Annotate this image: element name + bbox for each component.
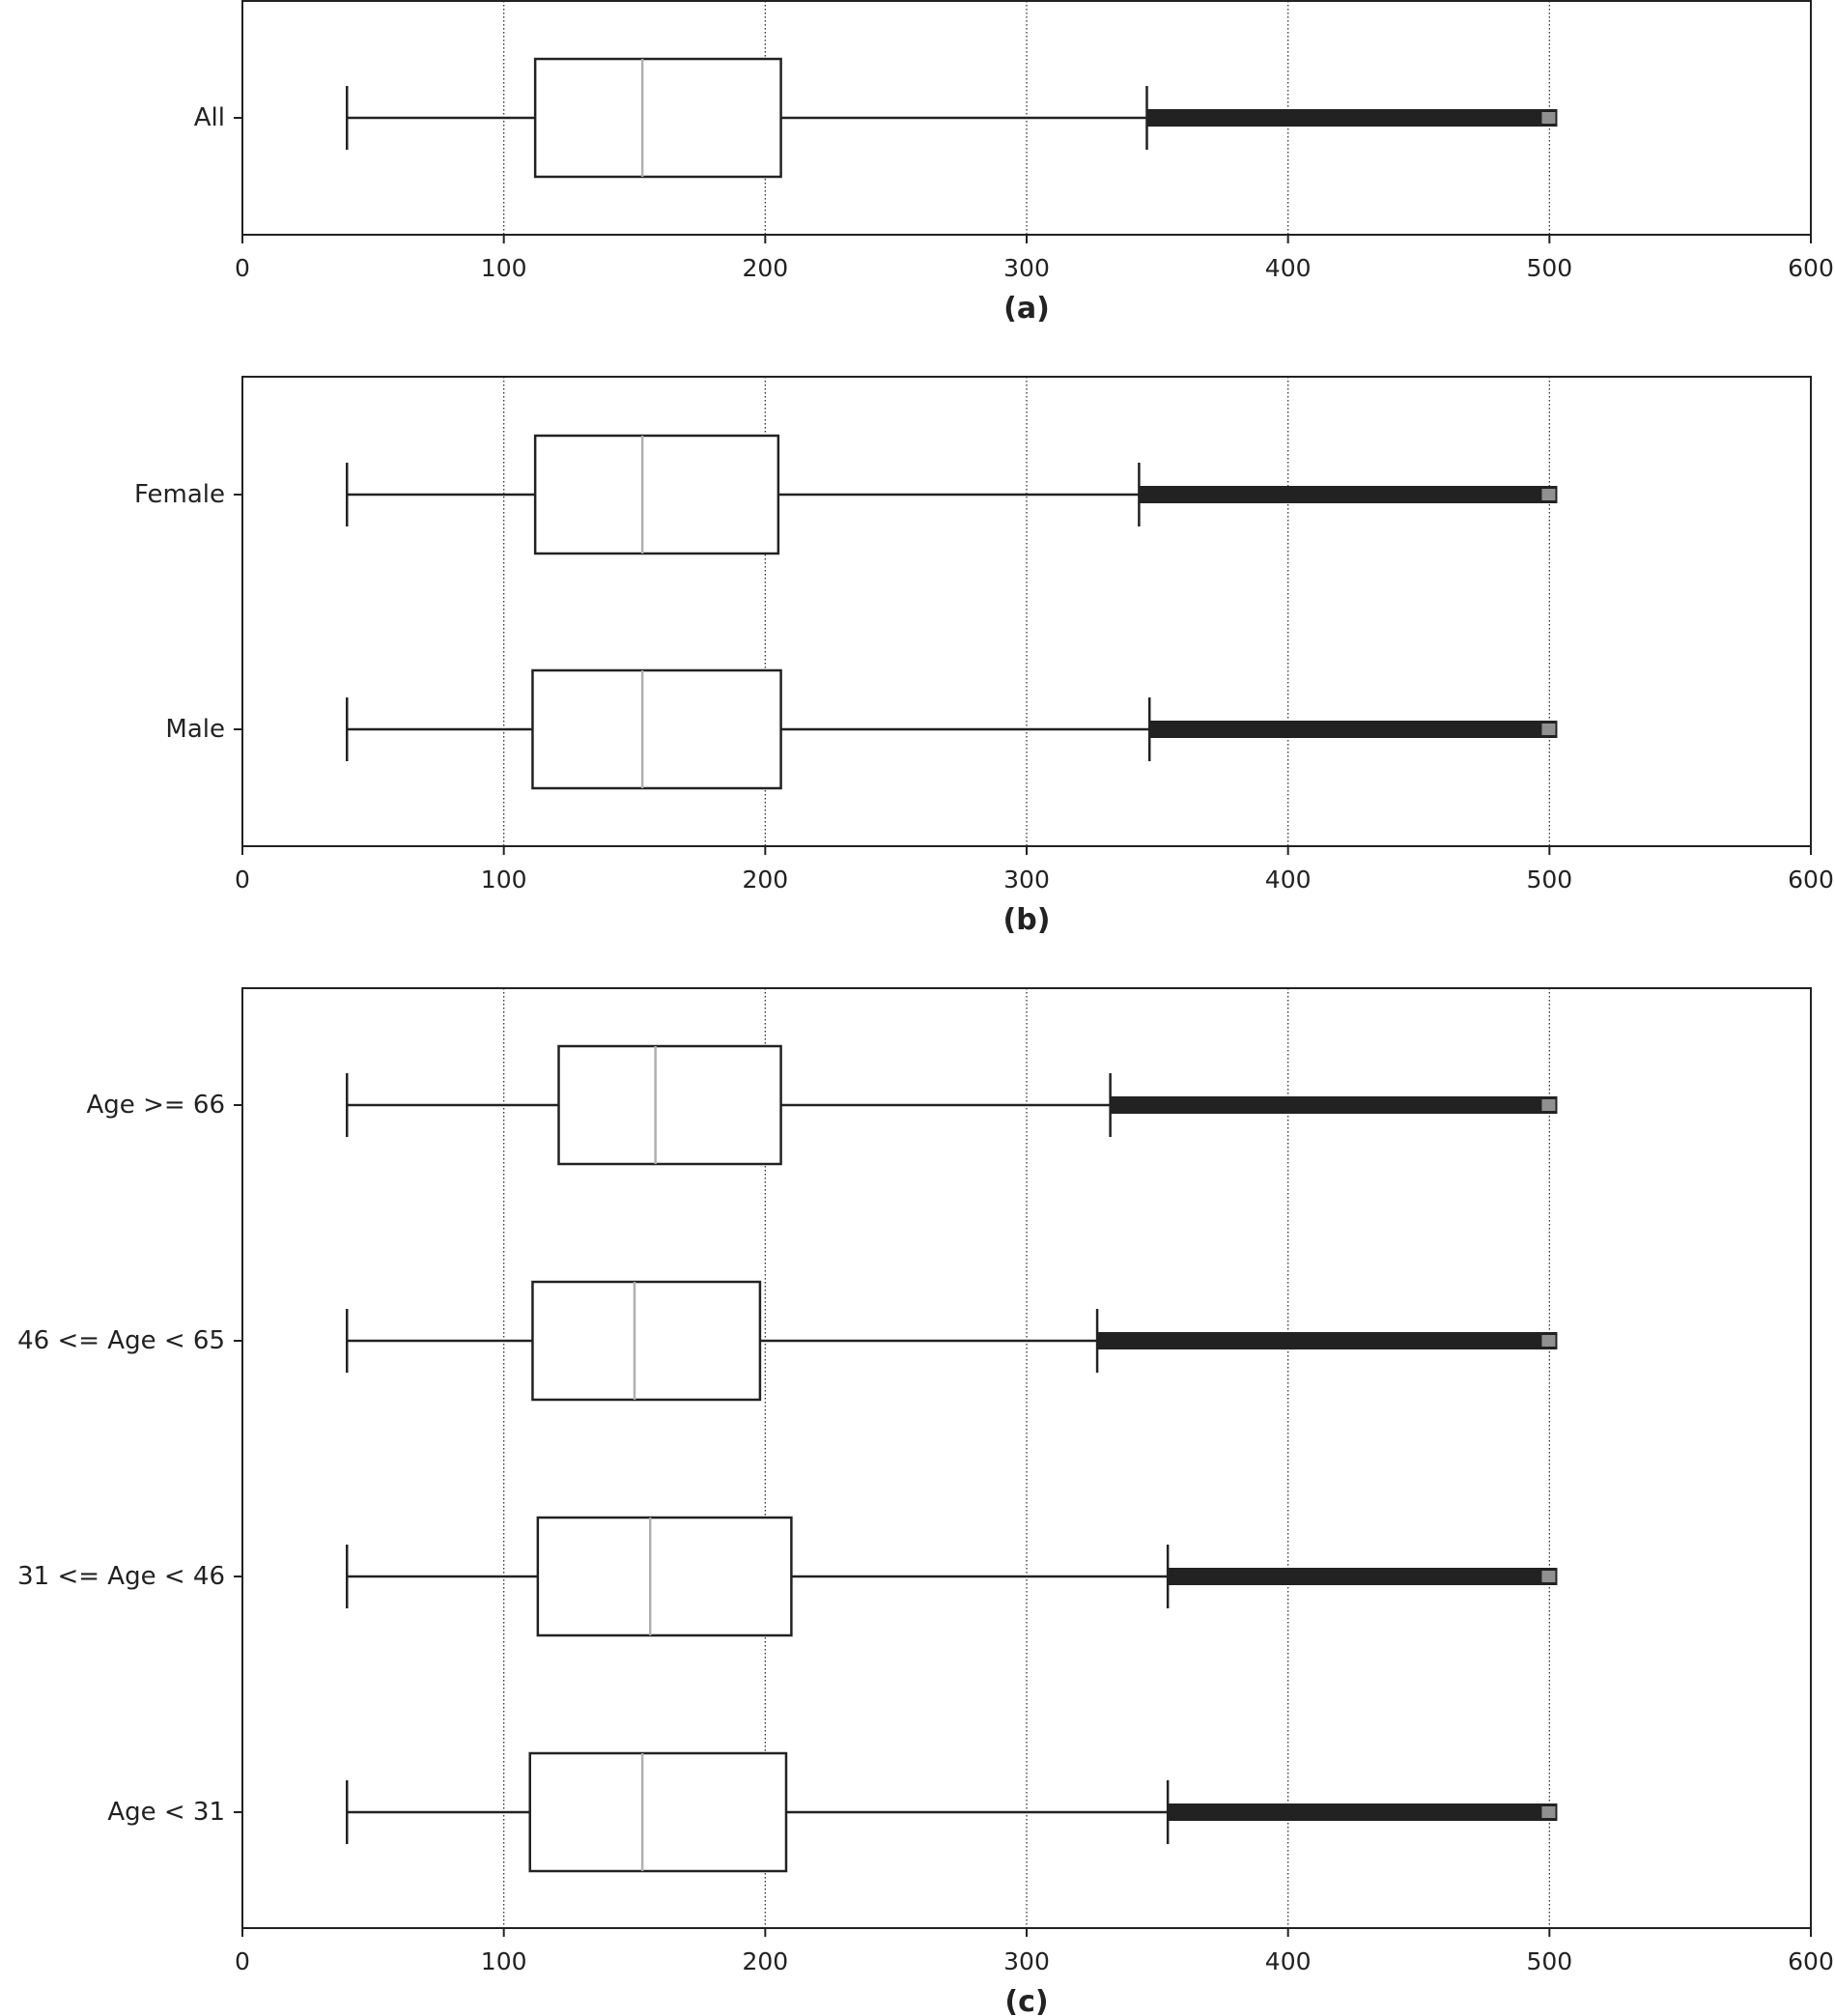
outlier-band (1168, 1803, 1557, 1821)
chart-1-category-label: Male (165, 715, 225, 744)
chart-1-xtick-label: 300 (1003, 866, 1050, 894)
chart-2-xtick-label: 100 (480, 1947, 527, 1975)
chart-2-xtick-label: 500 (1526, 1947, 1573, 1975)
outlier-band-tail (1541, 1335, 1555, 1347)
chart-0-xtick-label: 300 (1003, 254, 1050, 282)
chart-2-xtick-label: 400 (1264, 1947, 1312, 1975)
outlier-band-tail (1541, 1806, 1555, 1818)
chart-2-box-0 (347, 1046, 1557, 1164)
chart-1-panel (134, 377, 1834, 937)
chart-1-box-1 (347, 670, 1557, 788)
chart-2-xtick-label: 600 (1788, 1947, 1834, 1975)
chart-1-xtick-label: 600 (1788, 866, 1834, 894)
outlier-band (1139, 486, 1557, 503)
chart-2-xtick-label: 0 (235, 1947, 250, 1975)
iqr-box (532, 1282, 759, 1400)
iqr-box (559, 1046, 781, 1164)
chart-2-caption: (c) (1004, 1985, 1049, 2016)
outlier-band (1147, 109, 1558, 127)
outlier-band-tail (1541, 1571, 1555, 1582)
chart-1-xtick-label: 0 (235, 866, 250, 894)
chart-0-panel (194, 1, 1834, 326)
chart-2-box-2 (347, 1518, 1557, 1635)
chart-2-xtick-label: 200 (742, 1947, 789, 1975)
chart-0-caption: (a) (1003, 292, 1050, 326)
outlier-band (1097, 1332, 1557, 1349)
chart-0-category-label: All (193, 103, 225, 132)
outlier-band-tail (1541, 724, 1555, 735)
chart-0-xtick-label: 500 (1526, 254, 1573, 282)
chart-2-panel (17, 988, 1834, 2016)
chart-2-axes-frame (242, 988, 1811, 1928)
chart-1-xtick-label: 100 (480, 866, 527, 894)
chart-2-category-label: 46 <= Age < 65 (17, 1326, 225, 1355)
outlier-band-tail (1541, 112, 1555, 124)
chart-0-xtick-label: 400 (1264, 254, 1312, 282)
chart-2-box-3 (347, 1753, 1557, 1871)
chart-1-xtick-label: 200 (742, 866, 789, 894)
iqr-box (535, 59, 780, 177)
chart-1-box-0 (347, 436, 1557, 554)
chart-2-category-label: 31 <= Age < 46 (17, 1562, 225, 1591)
iqr-box (538, 1518, 792, 1635)
iqr-box (535, 436, 778, 554)
chart-2-box-1 (347, 1282, 1557, 1400)
chart-1-caption: (b) (1002, 903, 1051, 937)
outlier-band (1149, 721, 1557, 738)
outlier-band (1168, 1568, 1557, 1585)
outlier-band (1111, 1096, 1558, 1114)
chart-1-xtick-label: 400 (1264, 866, 1312, 894)
chart-2-category-label: Age >= 66 (86, 1091, 225, 1120)
chart-0-xtick-label: 0 (235, 254, 250, 282)
outlier-band-tail (1541, 489, 1555, 500)
outlier-band-tail (1541, 1099, 1555, 1111)
chart-0-box-0 (347, 59, 1557, 177)
chart-2-xtick-label: 300 (1003, 1947, 1050, 1975)
iqr-box (532, 670, 780, 788)
chart-1-category-label: Female (133, 480, 225, 509)
chart-0-xtick-label: 200 (742, 254, 789, 282)
chart-1-xtick-label: 500 (1526, 866, 1573, 894)
chart-2-category-label: Age < 31 (107, 1798, 225, 1827)
iqr-box (530, 1753, 786, 1871)
chart-0-xtick-label: 600 (1788, 254, 1834, 282)
chart-0-xtick-label: 100 (480, 254, 527, 282)
